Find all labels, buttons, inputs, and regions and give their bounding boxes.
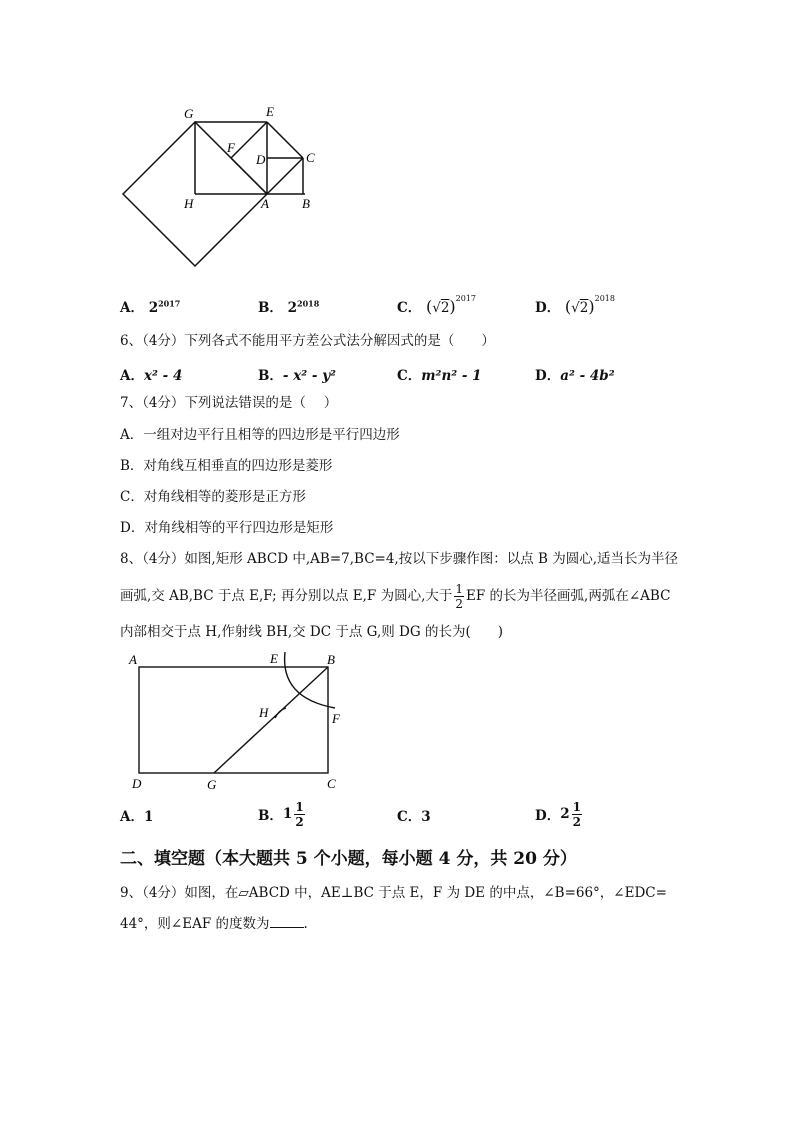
q8-option-d[interactable]: D． 2 $\frac{1}{2}$: [535, 799, 581, 829]
q6-option-a[interactable]: A．x² - 4: [120, 368, 183, 384]
label-A: A: [129, 652, 137, 667]
q6-option-b[interactable]: B．- x² - y²: [258, 368, 336, 384]
label-C: C: [306, 150, 315, 165]
q7-option-c[interactable]: C．对角线相等的菱形是正方形: [120, 489, 306, 505]
q7-option-d[interactable]: D．对角线相等的平行四边形是矩形: [120, 520, 334, 536]
label-E: E: [266, 104, 274, 119]
squares-figure: [110, 100, 330, 280]
q5-option-a[interactable]: A． $2^{2017}$: [120, 298, 181, 316]
label-B: B: [327, 652, 335, 667]
label-H: H: [259, 705, 269, 720]
label-F: F: [332, 711, 340, 726]
q5-option-c[interactable]: C． $(√2)^{2017}$: [397, 293, 477, 316]
q8-stem-line2: 画弧,交 AB,BC 于点 E,F; 再分别以点 E,F 为圆心,大于 $\frac{1}{2}$ EF 的长为半径画弧,两弧在∠ABC: [120, 581, 671, 611]
q8-stem-line3: 内部相交于点 H,作射线 BH,交 DC 于点 G,则 DG 的长为( ): [120, 624, 503, 640]
section-title: 二、填空题（本大题共 5 个小题，每小题 4 分，共 20 分）: [120, 849, 577, 869]
label-H: H: [184, 196, 194, 211]
q6-option-c[interactable]: C．m²n² - 1: [397, 368, 482, 384]
label-A: A: [261, 196, 269, 211]
rectangle-figure: [125, 648, 355, 796]
answer-blank[interactable]: [270, 915, 304, 928]
q8-option-b[interactable]: B． 1 $\frac{1}{2}$: [258, 799, 304, 829]
q9-stem-line2: 44°，则∠EAF 的度数为 .: [120, 916, 308, 932]
q8-stem-line1: 8、（4分）如图,矩形 ABCD 中,AB=7,BC=4,按以下步骤作图：以点 B 为圆心,适当长为半径: [120, 551, 679, 567]
q5-option-d[interactable]: D． $(√2)^{2018}$: [535, 293, 615, 316]
q7-option-b[interactable]: B．对角线互相垂直的四边形是菱形: [120, 458, 333, 474]
label-F: F: [227, 140, 235, 155]
label-D: D: [132, 776, 142, 791]
label-E: E: [270, 651, 278, 666]
label-C: C: [327, 776, 336, 791]
q8-option-a[interactable]: A．1: [120, 809, 154, 825]
q7-stem: 7、（4分）下列说法错误的是（ ）: [120, 395, 338, 411]
q8-option-c[interactable]: C．3: [397, 809, 431, 825]
q6-stem: 6、（4分）下列各式不能用平方差公式法分解因式的是（ ）: [120, 333, 495, 349]
q9-stem-line1: 9、（4分）如图，在▱ABCD 中，AE⊥BC 于点 E，F 为 DE 的中点，∠B=66°，∠EDC=: [120, 885, 667, 901]
label-G: G: [207, 777, 217, 792]
q6-option-d[interactable]: D．a² - 4b²: [535, 368, 615, 384]
fraction-one-half: $\frac{1}{2}$: [455, 581, 464, 611]
q5-option-b[interactable]: B． $2^{2018}$: [258, 298, 320, 316]
label-G: G: [184, 106, 194, 121]
q7-option-a[interactable]: A．一组对边平行且相等的四边形是平行四边形: [120, 427, 400, 443]
label-B: B: [302, 196, 310, 211]
label-D: D: [256, 152, 266, 167]
